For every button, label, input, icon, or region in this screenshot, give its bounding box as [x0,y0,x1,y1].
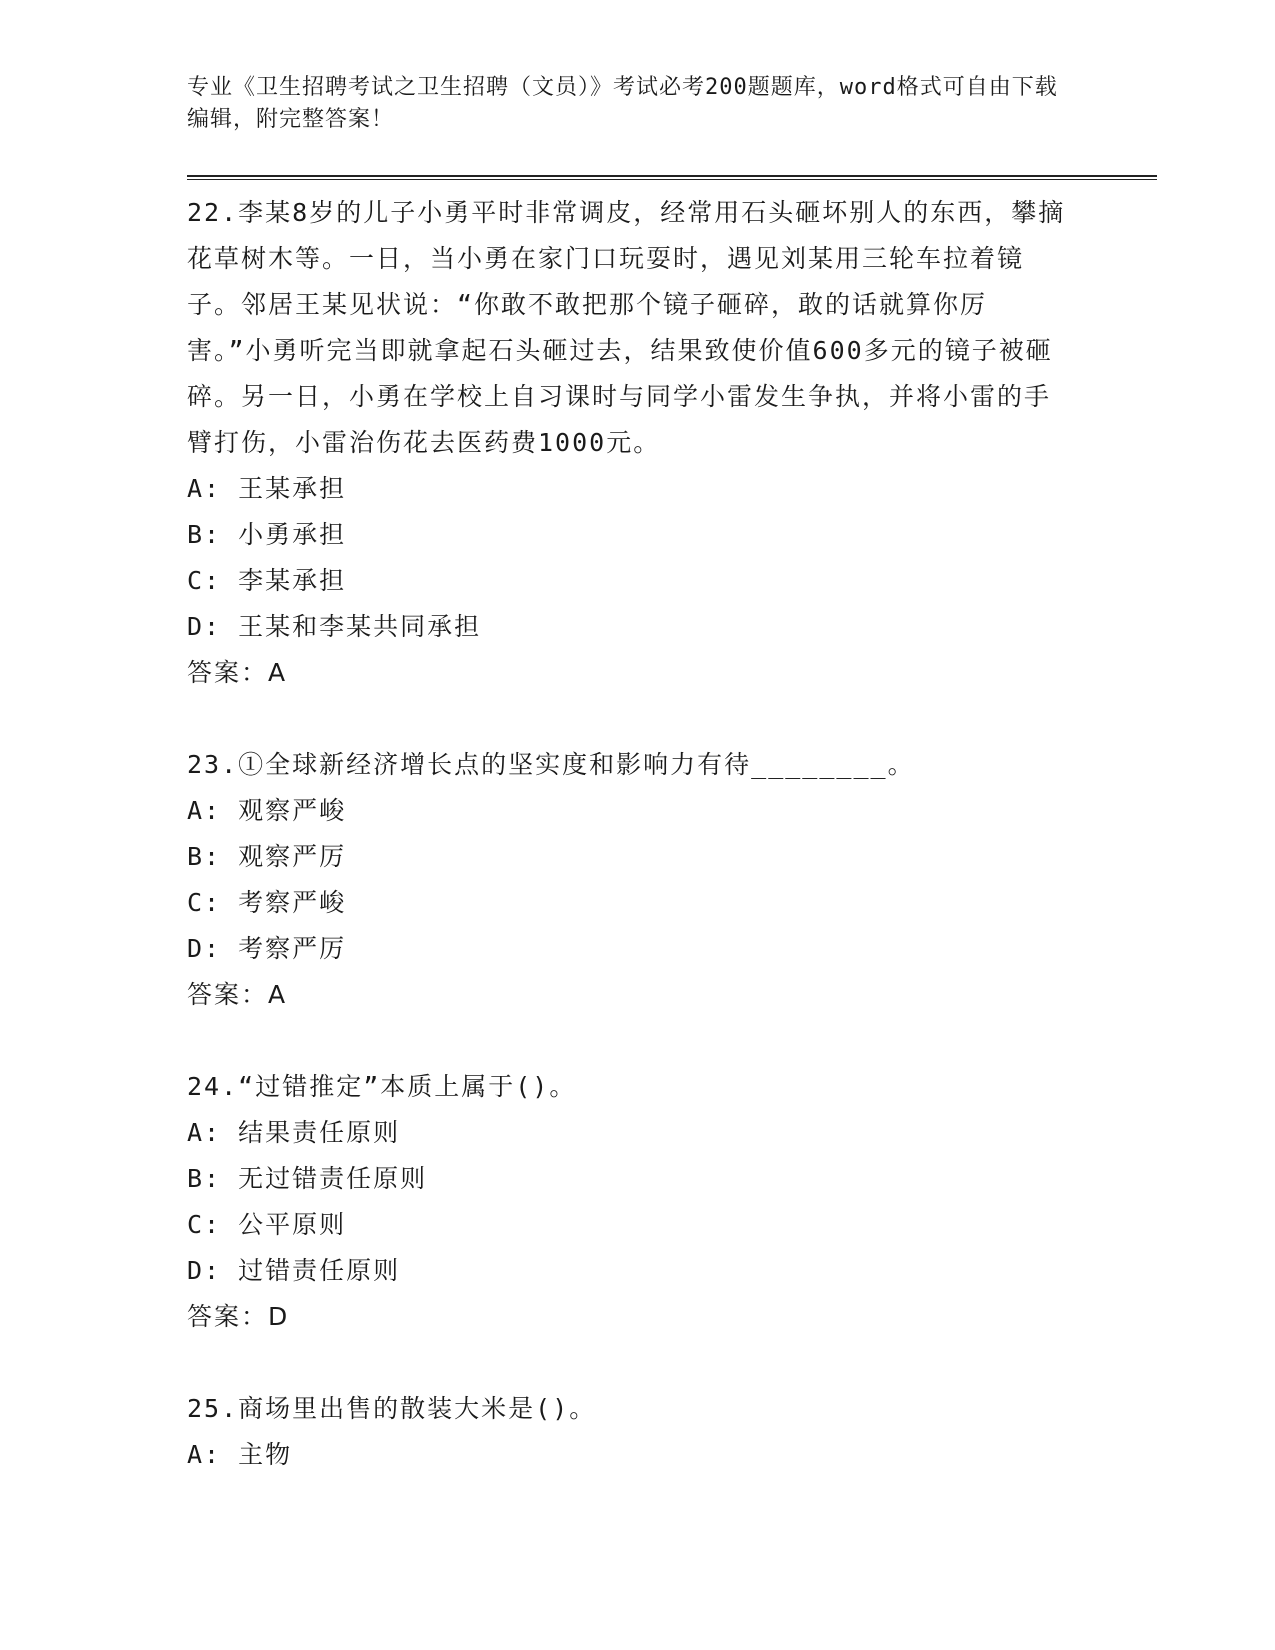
option-d: D: 考察严厉 [187,934,347,963]
question-stem: 23.①全球新经济增长点的坚实度和影响力有待________。 [187,750,915,779]
question-23 [187,742,1067,1018]
question-25 [187,1386,1067,1478]
answer-line: 答案：A [187,658,288,687]
option-b: B: 小勇承担 [187,520,347,549]
header-divider [187,175,1157,180]
option-a: A: 结果责任原则 [187,1118,401,1147]
option-c: C: 公平原则 [187,1210,347,1239]
option-b: B: 无过错责任原则 [187,1164,428,1193]
option-d: D: 过错责任原则 [187,1256,401,1285]
answer-line: 答案：A [187,980,288,1009]
question-24 [187,1064,1067,1340]
question-stem: 24.“过错推定”本质上属于()。 [187,1072,577,1101]
option-a: A: 观察严峻 [187,796,347,825]
document-header: 专业《卫生招聘考试之卫生招聘（文员）》考试必考200题题库，word格式可自由下载编辑，附完整答案！ [187,75,1058,132]
option-a: A: 王某承担 [187,474,347,503]
question-stem: 25.商场里出售的散装大米是()。 [187,1394,597,1423]
option-c: C: 李某承担 [187,566,347,595]
option-c: C: 考察严峻 [187,888,347,917]
option-d: D: 王某和李某共同承担 [187,612,482,641]
question-22 [187,190,1067,696]
question-list [187,190,1067,1478]
option-a: A: 主物 [187,1440,293,1469]
option-b: B: 观察严厉 [187,842,347,871]
question-stem: 22.李某8岁的儿子小勇平时非常调皮，经常用石头砸坏别人的东西，攀摘花草树木等。一日，当小勇在家门口玩耍时，遇见刘某用三轮车拉着镜子。邻居王某见状说：“你敢不敢把那个镜子砸碎，敢的话就算你厉害。”小勇听完当即就拿起石头砸过去，结果致使价值600多元的镜子被砸碎。另一日，小勇在学校上自习课时与同学小雷发生争执，并将小雷的手臂打伤，小雷治伤花去医药费1000元。 [187,198,1066,457]
answer-line: 答案：D [187,1302,290,1331]
